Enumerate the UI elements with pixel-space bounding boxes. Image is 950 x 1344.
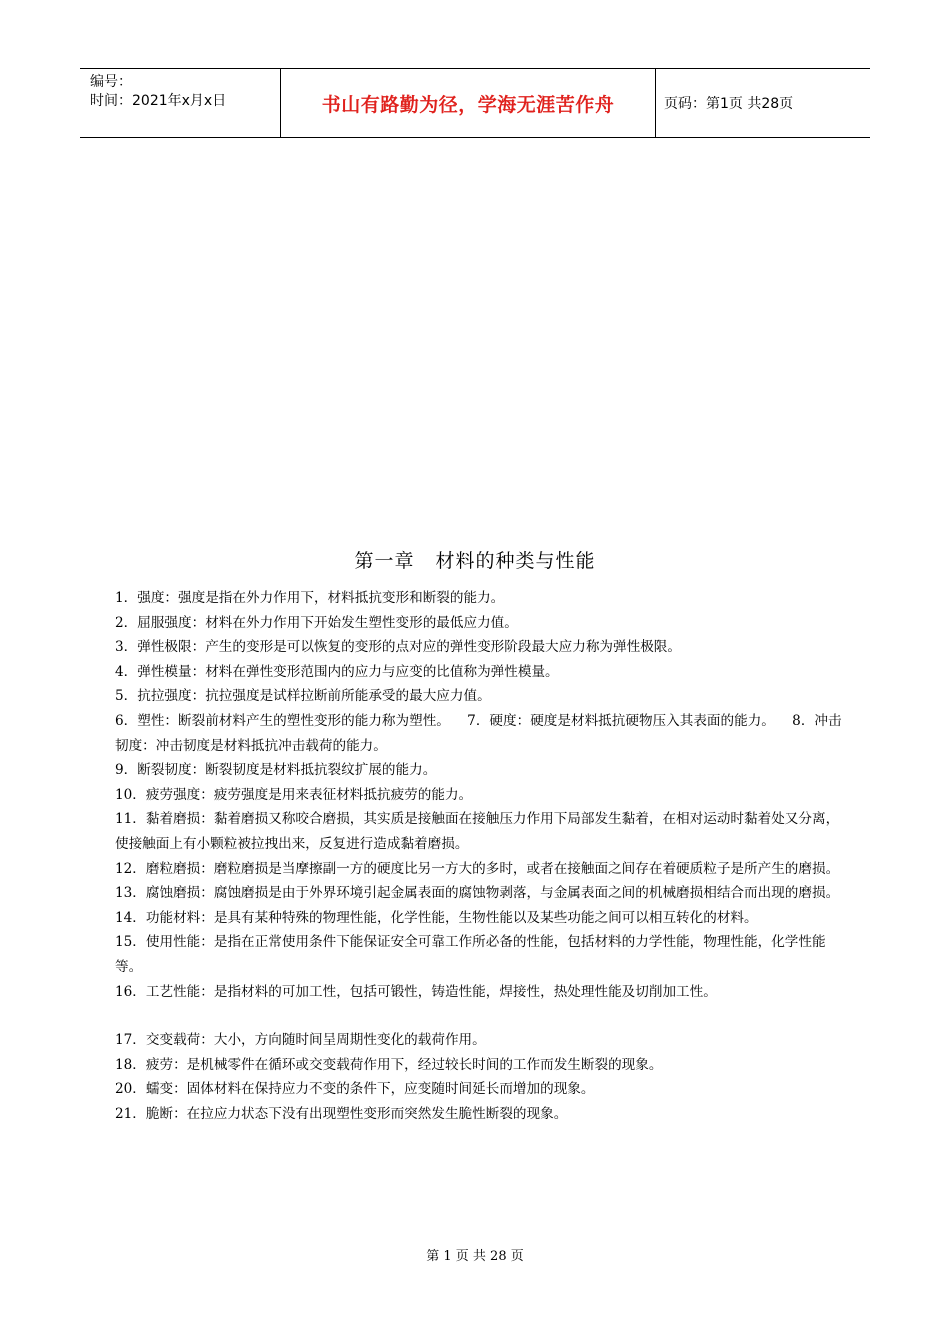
definition-item: 18．疲劳：是机械零件在循环或交变载荷作用下，经过较长时间的工作而发生断裂的现象。: [115, 1056, 663, 1073]
chapter-title: 第一章 材料的种类与性能: [354, 550, 596, 572]
definition-item: 13．腐蚀磨损：腐蚀磨损是由于外界环境引起金属表面的腐蚀物剥落，与金属表面之间的机械磨损相结合而出现的磨损。: [115, 885, 840, 902]
definition-item: 12．磨粒磨损：磨粒磨损是当摩擦副一方的硬度比另一方大的多时，或者在接触面之间存在着硬质粒子是所产生的磨损。: [115, 860, 840, 877]
header-meta: [80, 69, 280, 137]
definition-item: 15．使用性能：是指在正常使用条件下能保证安全可靠工作所必备的性能，包括材料的力学性能，物理性能，化学性能等。: [115, 934, 826, 975]
definition-item: 21．脆断：在拉应力状态下没有出现塑性变形而突然发生脆性断裂的现象。: [115, 1105, 568, 1122]
definition-item: 14．功能材料：是具有某种特殊的物理性能，化学性能，生物性能以及某些功能之间可以相互转化的材料。: [115, 909, 758, 926]
definition-item: 9．断裂韧度：断裂韧度是材料抵抗裂纹扩展的能力。: [115, 762, 437, 779]
document-time-label: 时间：2021年x月x日: [90, 93, 227, 109]
definition-item: 4．弹性模量：材料在弹性变形范围内的应力与应变的比值称为弹性模量。: [115, 663, 559, 680]
header-motto-cell: [280, 69, 656, 137]
definition-list: [115, 586, 850, 1126]
document-number-label: 编号：: [90, 74, 132, 90]
header-motto: 书山有路勤为径，学海无涯苦作舟: [321, 93, 615, 116]
definition-item: 17．交变载荷：大小，方向随时间呈周期性变化的载荷作用。: [115, 1032, 486, 1049]
definition-item: 3．弹性极限：产生的变形是可以恢复的变形的点对应的弹性变形阶段最大应力称为弹性极限。: [115, 639, 681, 656]
definition-item: 2．屈服强度：材料在外力作用下开始发生塑性变形的最低应力值。: [115, 614, 518, 631]
definition-item: 20．蠕变：固体材料在保持应力不变的条件下，应变随时间延长而增加的现象。: [115, 1081, 595, 1098]
definition-item: 6．塑性：断裂前材料产生的塑性变形的能力称为塑性。 7．硬度：硬度是材料抵抗硬物压入其表面的能力。 8．冲击韧度：冲击韧度是材料抵抗冲击载荷的能力。: [115, 712, 842, 754]
definition-item: 11．黏着磨损：黏着磨损又称咬合磨损，其实质是接触面在接触压力作用下局部发生黏着，在相对运动时黏着处又分离，使接触面上有小颗粒被拉拽出来，反复进行造成黏着磨损。: [115, 811, 840, 852]
definition-item: 5．抗拉强度：抗拉强度是试样拉断前所能承受的最大应力值。: [115, 688, 491, 705]
definition-item: 16．工艺性能：是指材料的可加工性，包括可锻性，铸造性能，焊接性，热处理性能及切削加工性。: [115, 983, 717, 1000]
definition-item: 10．疲劳强度：疲劳强度是用来表征材料抵抗疲劳的能力。: [115, 786, 473, 803]
header-page-info: 页码：第1页 共28页: [664, 96, 794, 112]
page-footer: 第 1 页 共 28 页: [426, 1249, 524, 1264]
page-header: [80, 68, 870, 138]
definition-item: 1．强度：强度是指在外力作用下，材料抵抗变形和断裂的能力。: [115, 590, 505, 606]
